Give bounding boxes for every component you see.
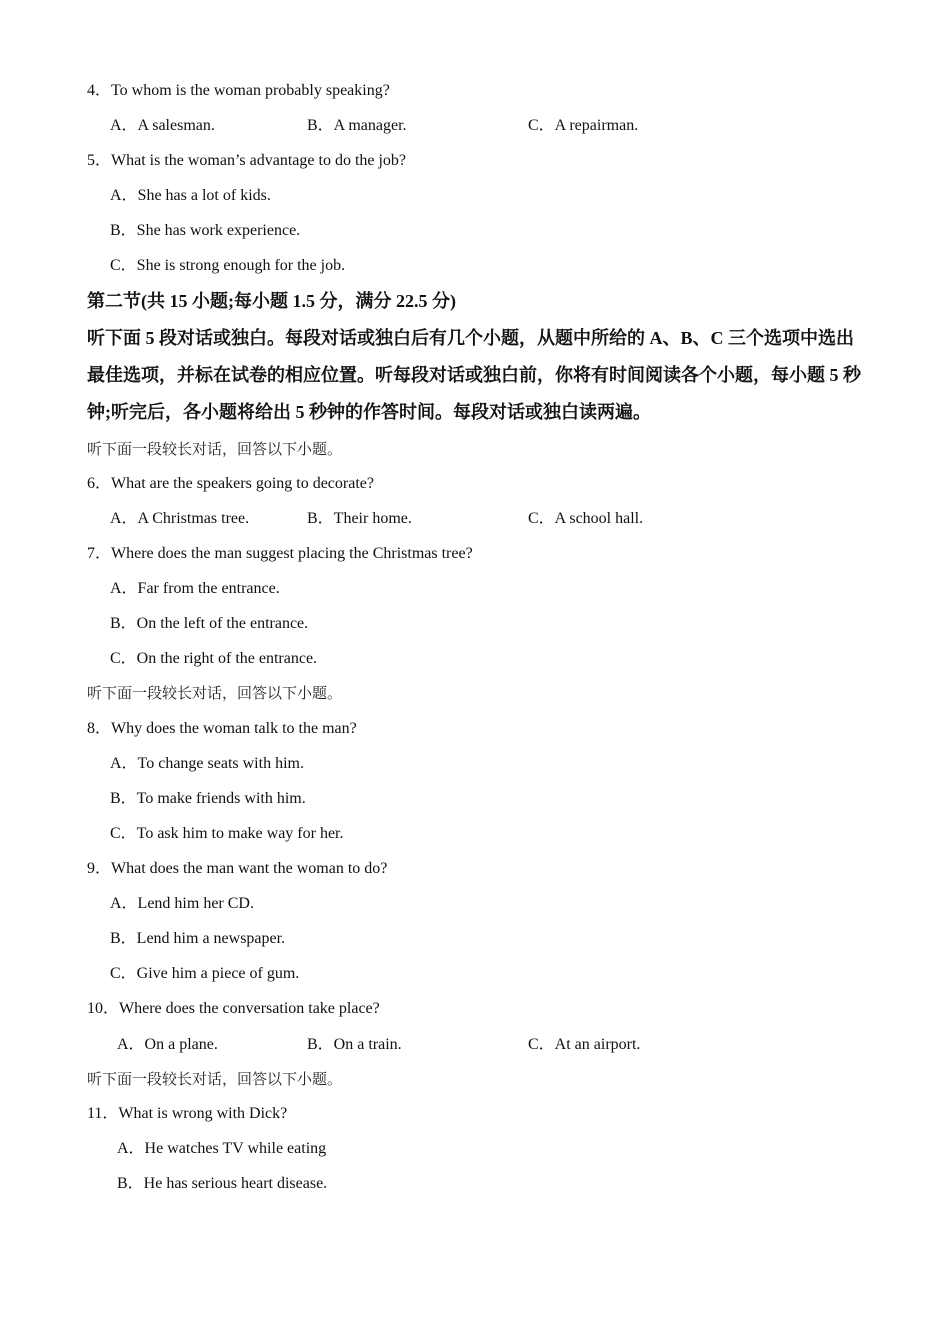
q8-option-a: A．To change seats with him. (110, 755, 304, 772)
q7-option-c: C．On the right of the entrance. (110, 650, 318, 667)
q8-option-c: C．To ask him to make way for her. (110, 825, 344, 842)
q5-option-a: A．She has a lot of kids. (110, 187, 271, 204)
question-5: 5．What is the woman’s advantage to do the job? (87, 152, 407, 169)
question-11: 11．What is wrong with Dick? (87, 1105, 288, 1122)
q10-option-b: B．On a train. (307, 1036, 402, 1053)
q4-option-b: B．A manager. (307, 117, 407, 134)
q9-option-b: B．Lend him a newspaper. (110, 930, 286, 947)
question-8: 8．Why does the woman talk to the man? (87, 720, 357, 737)
q5-option-c: C．She is strong enough for the job. (110, 257, 346, 274)
q11-option-b: B．He has serious heart disease. (117, 1175, 328, 1192)
question-4: 4．To whom is the woman probably speaking? (87, 82, 390, 99)
question-6: 6．What are the speakers going to decorate? (87, 475, 374, 492)
q11-option-a: A．He watches TV while eating (117, 1140, 327, 1157)
q6-option-a: A．A Christmas tree. (110, 510, 250, 527)
listening-note-2: 听下面一段较长对话，回答以下小题。 (87, 686, 343, 702)
q4-option-a: A．A salesman. (110, 117, 215, 134)
listening-note-1: 听下面一段较长对话，回答以下小题。 (87, 442, 343, 458)
section-heading: 第二节(共 15 小题;每小题 1.5 分，满分 22.5 分) (87, 291, 456, 311)
q6-option-c: C．A school hall. (528, 510, 644, 527)
question-10: 10．Where does the conversation take place? (87, 1000, 380, 1017)
listening-note-3: 听下面一段较长对话，回答以下小题。 (87, 1072, 343, 1088)
section-instructions: 听下面 5 段对话或独白。每段对话或独白后有几个小题，从题中所给的 A、B、C 三个选项中选出最佳选项，并标在试卷的相应位置。听每段对话或独白前，你将有时间阅读各个小题，每小题 5 秒钟;听完后，各小题将给出 5 秒钟的作答时间。每段对话或独白读两遍。 (87, 328, 861, 422)
question-7: 7．Where does the man suggest placing the Christmas tree? (87, 545, 473, 562)
q9-option-c: C．Give him a piece of gum. (110, 965, 300, 982)
q5-option-b: B．She has work experience. (110, 222, 301, 239)
q10-option-a: A．On a plane. (117, 1036, 218, 1053)
q9-option-a: A．Lend him her CD. (110, 895, 254, 912)
q4-option-c: C．A repairman. (528, 117, 639, 134)
q6-option-b: B．Their home. (307, 510, 412, 527)
q7-option-a: A．Far from the entrance. (110, 580, 280, 597)
q7-option-b: B．On the left of the entrance. (110, 615, 309, 632)
q8-option-b: B．To make friends with him. (110, 790, 306, 807)
q10-option-c: C．At an airport. (528, 1036, 641, 1053)
question-9: 9．What does the man want the woman to do? (87, 860, 388, 877)
